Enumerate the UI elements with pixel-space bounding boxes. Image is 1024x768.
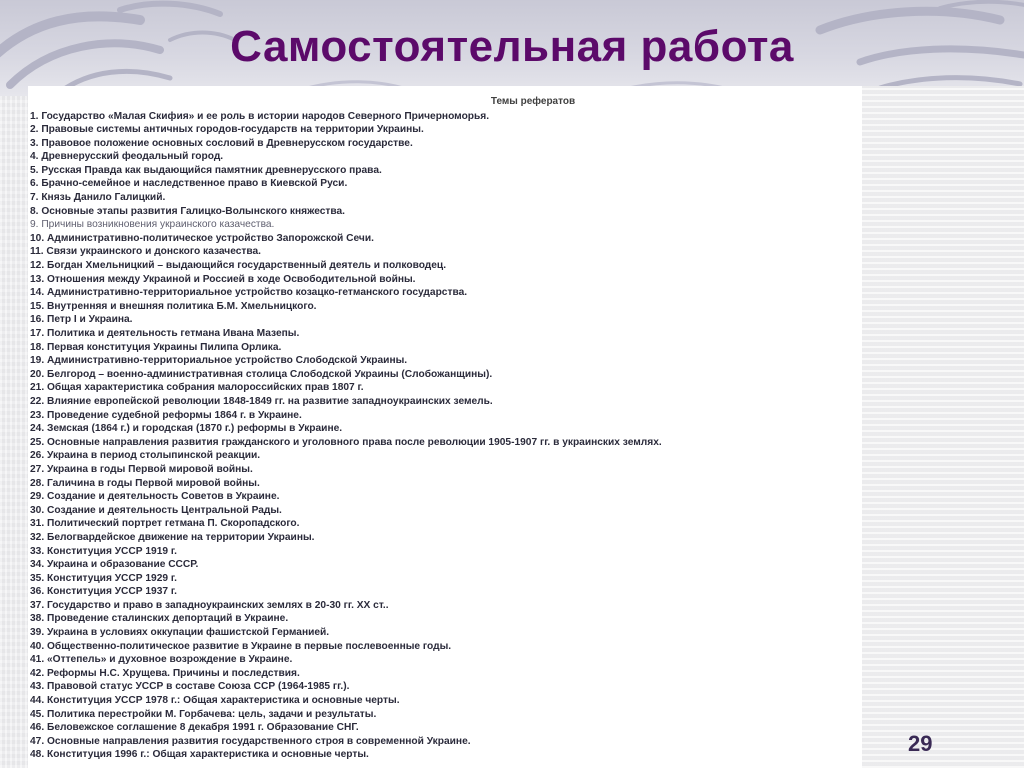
slide-title: Самостоятельная работа	[230, 22, 794, 71]
topic-item: 6. Брачно-семейное и наследственное право в Киевской Руси.	[30, 178, 348, 190]
topic-item: 24. Земская (1864 г.) и городская (1870 г.) реформы в Украине.	[30, 423, 343, 435]
content-panel	[28, 86, 862, 768]
topic-item: 1. Государство «Малая Скифия» и ее роль в истории народов Северного Причерноморья.	[30, 110, 490, 122]
topic-item: 19. Административно-территориальное устройство Слободской Украины.	[30, 355, 408, 367]
topics-list	[30, 110, 662, 763]
topic-item: 14. Административно-территориальное устройство козацко-гетманского государства.	[30, 287, 468, 299]
topic-item: 21. Общая характеристика собрания малороссийских прав 1807 г.	[30, 382, 364, 394]
topic-item: 45. Политика перестройки М. Горбачева: цель, задачи и результаты.	[30, 708, 377, 720]
topic-item: 18. Первая конституция Украины Пилипа Орлика.	[30, 341, 282, 353]
topic-item: 8. Основные этапы развития Галицко-Волынского княжества.	[30, 205, 346, 217]
topic-item: 35. Конституция УССР 1929 г.	[30, 572, 177, 584]
topic-item: 7. Князь Данило Галицкий.	[30, 192, 166, 204]
topic-item: 31. Политический портрет гетмана П. Скоропадского.	[30, 518, 300, 530]
topic-item: 30. Создание и деятельность Центральной Рады.	[30, 504, 282, 516]
topic-item: 9. Причины возникновения украинского казачества.	[30, 219, 275, 231]
topic-item: 23. Проведение судебной реформы 1864 г. в Украине.	[30, 409, 302, 421]
topic-item: 32. Белогвардейское движение на территории Украины.	[30, 531, 315, 543]
topic-item: 27. Украина в годы Первой мировой войны.	[30, 463, 253, 475]
topic-item: 20. Белгород – военно-административная столица Слободской Украины (Слобожанщины).	[30, 368, 493, 380]
topic-item: 11. Связи украинского и донского казачества.	[30, 246, 262, 258]
topic-item: 34. Украина и образование СССР.	[30, 559, 199, 571]
topic-item: 5. Русская Правда как выдающийся памятник древнерусского права.	[30, 164, 382, 176]
topic-item: 26. Украина в период столыпинской реакции.	[30, 450, 261, 462]
topic-item: 25. Основные направления развития гражданского и уголовного права после революции 1905-1907 гг. в украинских землях.	[30, 436, 662, 448]
topic-item: 2. Правовые системы античных городов-государств на территории Украины.	[30, 124, 424, 136]
topic-item: 47. Основные направления развития государственного строя в современной Украине.	[30, 735, 471, 747]
topic-item: 17. Политика и деятельность гетмана Ивана Мазепы.	[30, 328, 300, 339]
topic-item: 10. Административно-политическое устройство Запорожской Сечи.	[30, 232, 374, 244]
topic-item: 33. Конституция УССР 1919 г.	[30, 545, 177, 557]
topic-item: 37. Государство и право в западноукраинских землях в 20-30 гг. ХХ ст..	[30, 599, 389, 611]
topic-item: 40. Общественно-политическое развитие в Украине в первые послевоенные годы.	[30, 640, 452, 652]
topic-item: 44. Конституция УССР 1978 г.: Общая характеристика и основные черты.	[30, 695, 400, 707]
topic-item: 36. Конституция УССР 1937 г.	[30, 586, 177, 598]
topic-item: 41. «Оттепель» и духовное возрождение в Украине.	[30, 654, 293, 666]
slide-number: 29	[908, 731, 933, 756]
topic-item: 3. Правовое положение основных сословий в Древнерусском государстве.	[30, 137, 413, 149]
topic-item: 16. Петр I и Украина.	[30, 314, 133, 326]
topic-item: 22. Влияние европейской революции 1848-1849 гг. на развитие западноукраинских земель.	[30, 395, 493, 407]
topic-item: 46. Беловежское соглашение 8 декабря 1991 г. Образование СНГ.	[30, 722, 359, 734]
topic-item: 13. Отношения между Украиной и Россией в ходе Освободительной войны.	[30, 273, 416, 285]
right-margin-strip	[862, 86, 1024, 768]
topic-item: 15. Внутренняя и внешняя политика Б.М. Хмельницкого.	[30, 300, 317, 312]
topic-item: 29. Создание и деятельность Советов в Украине.	[30, 491, 280, 503]
topic-item: 43. Правовой статус УССР в составе Союза ССР (1964-1985 гг.).	[30, 681, 350, 693]
topic-item: 39. Украина в условиях оккупации фашистской Германией.	[30, 627, 330, 639]
topic-item: 12. Богдан Хмельницкий – выдающийся государственный деятель и полководец.	[30, 260, 447, 272]
topic-item: 38. Проведение сталинских депортаций в Украине.	[30, 613, 289, 625]
topic-item: 42. Реформы Н.С. Хрущева. Причины и последствия.	[30, 667, 300, 679]
topic-item: 4. Древнерусский феодальный город.	[30, 151, 224, 163]
topic-item: 48. Конституция 1996 г.: Общая характеристика и основные черты.	[30, 749, 369, 761]
list-heading: Темы рефератов	[490, 96, 576, 107]
topic-item: 28. Галичина в годы Первой мировой войны.	[30, 477, 260, 489]
